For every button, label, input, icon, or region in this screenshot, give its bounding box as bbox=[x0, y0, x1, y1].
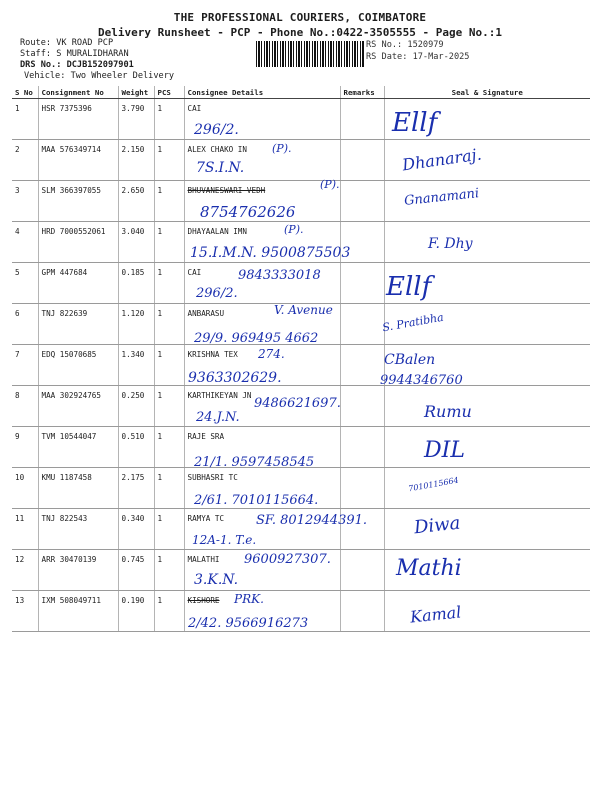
row-weight: 3.790 bbox=[118, 99, 154, 140]
row-signature bbox=[384, 427, 590, 468]
handwritten-note: 274. bbox=[258, 347, 285, 361]
row-consignee: SUBHASRI TC bbox=[184, 468, 340, 509]
handwritten-note: 296/2. bbox=[196, 286, 238, 301]
row-weight: 0.510 bbox=[118, 427, 154, 468]
signature: CBalen bbox=[384, 352, 436, 368]
row-pcs: 1 bbox=[154, 591, 184, 632]
row-consignee: DHAYAALAN IMN bbox=[184, 222, 340, 263]
row-remarks bbox=[340, 550, 384, 591]
signature: Gnanamani bbox=[403, 186, 480, 209]
row-consignment: TVM 10544047 bbox=[38, 427, 118, 468]
row-weight: 0.250 bbox=[118, 386, 154, 427]
row-sno: 1 bbox=[12, 99, 38, 140]
col-remarks: Remarks bbox=[340, 86, 384, 99]
row-weight: 0.340 bbox=[118, 509, 154, 550]
row-weight: 0.745 bbox=[118, 550, 154, 591]
row-sno: 5 bbox=[12, 263, 38, 304]
row-pcs: 1 bbox=[154, 99, 184, 140]
handwritten-note: 9843333018 bbox=[238, 268, 321, 283]
row-consignment: MAA 302924765 bbox=[38, 386, 118, 427]
row-signature bbox=[384, 386, 590, 427]
row-remarks bbox=[340, 263, 384, 304]
row-weight: 3.040 bbox=[118, 222, 154, 263]
handwritten-note: 2/42. 9566916273 bbox=[188, 616, 309, 631]
row-consignment: KMU 1187458 bbox=[38, 468, 118, 509]
row-pcs: 1 bbox=[154, 304, 184, 345]
row-pcs: 1 bbox=[154, 181, 184, 222]
handwritten-note: 21/1. 9597458545 bbox=[194, 455, 315, 470]
row-pcs: 1 bbox=[154, 468, 184, 509]
col-pcs: PCS bbox=[154, 86, 184, 99]
drs-number: DRS No.: DCJB152097901 bbox=[20, 60, 134, 70]
handwritten-note: 9363302629. bbox=[188, 370, 282, 386]
row-consignment: TNJ 822639 bbox=[38, 304, 118, 345]
handwritten-note: 12A-1. T.e. bbox=[192, 533, 257, 547]
table-row bbox=[12, 345, 590, 386]
handwritten-note: SF. 8012944391. bbox=[256, 513, 368, 528]
row-sno: 8 bbox=[12, 386, 38, 427]
row-consignment: TNJ 822543 bbox=[38, 509, 118, 550]
handwritten-note: 15.I.M.N. 9500875503 bbox=[190, 245, 351, 261]
handwritten-note: 296/2. bbox=[194, 122, 239, 138]
col-signature: Seal & Signature bbox=[384, 86, 590, 99]
signature: S. Pratibha bbox=[381, 310, 445, 335]
row-remarks bbox=[340, 99, 384, 140]
route-label: Route: VK ROAD PCP bbox=[20, 38, 114, 48]
row-pcs: 1 bbox=[154, 345, 184, 386]
row-weight: 0.185 bbox=[118, 263, 154, 304]
signature: Mathi bbox=[396, 556, 462, 581]
handwritten-note: 9486621697. bbox=[254, 396, 341, 411]
signature: DIL bbox=[424, 438, 465, 463]
col-sno: S No bbox=[12, 86, 38, 99]
row-weight: 0.190 bbox=[118, 591, 154, 632]
signature: 9944346760 bbox=[380, 373, 463, 388]
row-pcs: 1 bbox=[154, 427, 184, 468]
row-sno: 4 bbox=[12, 222, 38, 263]
signature: F. Dhy bbox=[428, 236, 473, 252]
row-sno: 7 bbox=[12, 345, 38, 386]
handwritten-note: PRK. bbox=[234, 592, 264, 606]
row-consignee: KARTHIKEYAN JN bbox=[184, 386, 340, 427]
row-consignee: MALATHI bbox=[184, 550, 340, 591]
col-consignee: Consignee Details bbox=[184, 86, 340, 99]
handwritten-note: (P). bbox=[284, 223, 304, 236]
row-weight: 2.650 bbox=[118, 181, 154, 222]
row-remarks bbox=[340, 386, 384, 427]
handwritten-note: 3.K.N. bbox=[194, 572, 239, 588]
signature: Kamal bbox=[409, 602, 463, 627]
row-pcs: 1 bbox=[154, 263, 184, 304]
table-row bbox=[12, 181, 590, 222]
row-sno: 10 bbox=[12, 468, 38, 509]
row-pcs: 1 bbox=[154, 509, 184, 550]
handwritten-note: 29/9. 969495 4662 bbox=[194, 331, 319, 346]
row-consignment: HSR 7375396 bbox=[38, 99, 118, 140]
row-remarks bbox=[340, 427, 384, 468]
row-weight: 2.175 bbox=[118, 468, 154, 509]
handwritten-note: V. Avenue bbox=[274, 303, 333, 317]
col-consignment: Consignment No bbox=[38, 86, 118, 99]
row-pcs: 1 bbox=[154, 386, 184, 427]
row-sno: 12 bbox=[12, 550, 38, 591]
handwritten-note: (P). bbox=[320, 178, 340, 191]
table-row bbox=[12, 140, 590, 181]
row-consignment: ARR 30470139 bbox=[38, 550, 118, 591]
signature: Ellf bbox=[392, 108, 438, 138]
row-pcs: 1 bbox=[154, 550, 184, 591]
row-consignee: CAI bbox=[184, 263, 340, 304]
row-sno: 3 bbox=[12, 181, 38, 222]
consignee-name: BHUVANESWARI VEDH bbox=[187, 186, 266, 195]
vehicle-label: Vehicle: Two Wheeler Delivery bbox=[24, 71, 175, 81]
handwritten-note: (P). bbox=[272, 142, 292, 155]
col-weight: Weight bbox=[118, 86, 154, 99]
handwritten-note: 8754762626 bbox=[200, 203, 296, 221]
row-weight: 1.120 bbox=[118, 304, 154, 345]
row-consignment: IXM 508049711 bbox=[38, 591, 118, 632]
table-row bbox=[12, 99, 590, 140]
row-consignment: EDQ 15070685 bbox=[38, 345, 118, 386]
barcode bbox=[256, 41, 364, 67]
row-consignee: CAI bbox=[184, 99, 340, 140]
signature: 7010115664 bbox=[407, 475, 460, 494]
row-weight: 1.340 bbox=[118, 345, 154, 386]
row-remarks bbox=[340, 140, 384, 181]
row-pcs: 1 bbox=[154, 222, 184, 263]
row-consignment: SLM 366397055 bbox=[38, 181, 118, 222]
row-remarks bbox=[340, 181, 384, 222]
table-header-row bbox=[12, 86, 590, 99]
signature: Diwa bbox=[413, 512, 462, 539]
row-sno: 13 bbox=[12, 591, 38, 632]
company-title: THE PROFESSIONAL COURIERS, COIMBATORE bbox=[173, 11, 427, 24]
signature: Dhanaraj. bbox=[401, 144, 483, 175]
row-sno: 2 bbox=[12, 140, 38, 181]
signature: Ellf bbox=[386, 272, 432, 302]
rs-date: RS Date: 17-Mar-2025 bbox=[366, 52, 470, 62]
signature: Rumu bbox=[424, 402, 472, 421]
row-sno: 6 bbox=[12, 304, 38, 345]
runsheet-table bbox=[12, 86, 590, 632]
row-remarks bbox=[340, 345, 384, 386]
row-consignment: MAA 576349714 bbox=[38, 140, 118, 181]
row-consignee: ALEX CHAKO IN bbox=[184, 140, 340, 181]
row-consignment: HRD 7000552061 bbox=[38, 222, 118, 263]
row-weight: 2.150 bbox=[118, 140, 154, 181]
consignee-name: KISHORE bbox=[187, 596, 220, 605]
handwritten-note: 7S.I.N. bbox=[196, 160, 245, 176]
row-consignee: KRISHNA TEX bbox=[184, 345, 340, 386]
row-consignment: GPM 447684 bbox=[38, 263, 118, 304]
row-sno: 9 bbox=[12, 427, 38, 468]
row-consignee: ANBARASU bbox=[184, 304, 340, 345]
row-remarks bbox=[340, 468, 384, 509]
row-pcs: 1 bbox=[154, 140, 184, 181]
row-sno: 11 bbox=[12, 509, 38, 550]
row-remarks bbox=[340, 591, 384, 632]
handwritten-note: 24.J.N. bbox=[196, 410, 240, 425]
row-signature bbox=[384, 222, 590, 263]
row-remarks bbox=[340, 304, 384, 345]
staff-label: Staff: S MURALIDHARAN bbox=[20, 49, 129, 59]
handwritten-note: 2/61. 7010115664. bbox=[194, 493, 319, 508]
runsheet-subtitle: Delivery Runsheet - PCP - Phone No.:0422-3505555 - Page No.:1 bbox=[98, 26, 502, 39]
handwritten-note: 9600927307. bbox=[244, 552, 331, 567]
row-consignee: RAJE SRA bbox=[184, 427, 340, 468]
row-consignee: RAMYA TC bbox=[184, 509, 340, 550]
rs-number: RS No.: 1520979 bbox=[366, 40, 444, 50]
